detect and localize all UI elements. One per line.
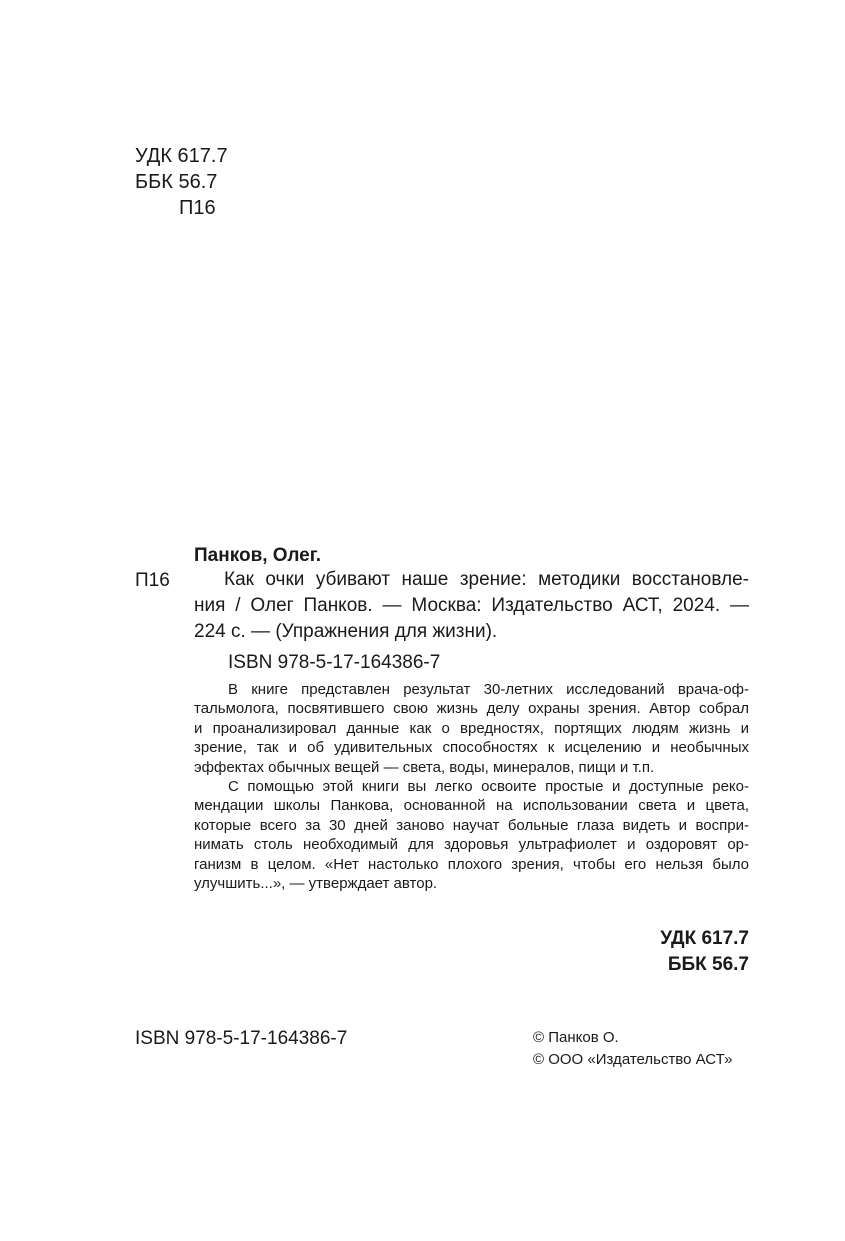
title-line: 224 с. — (Упражнения для жизни). <box>194 621 498 642</box>
annotation-line: зрение, так и об удивительных способностях к исцелению и необычных <box>194 739 749 757</box>
annotation-line: тальмолога, посвятившего свою жизнь делу охраны зрения. Автор собрал <box>194 700 749 718</box>
isbn-footer: ISBN 978-5-17-164386-7 <box>135 1028 348 1049</box>
annotation-line: которые всего за 30 дней заново научат больные глаза видеть и воспри- <box>194 816 749 834</box>
copyright-publisher: © ООО «Издательство АСТ» <box>533 1051 733 1068</box>
annotation-line: мендации школы Панкова, основанной на использовании света и цвета, <box>194 797 749 815</box>
udk-code-bottom: УДК 617.7 <box>660 928 749 949</box>
title-line: Как очки убивают наше зрение: методики восстановле- <box>224 569 749 590</box>
annotation-line: улучшить...», — утверждает автор. <box>194 875 438 893</box>
annotation-line: В книге представлен результат 30-летних исследований врача-оф- <box>228 681 749 698</box>
bibliographic-description <box>194 567 749 645</box>
bbk-code-top: ББК 56.7 <box>135 171 218 193</box>
bbk-code-bottom: ББК 56.7 <box>667 954 749 975</box>
annotation-line: ганизм в целом. «Нет настолько плохого зрения, чтобы его нельзя было <box>194 855 749 873</box>
udk-code-top: УДК 617.7 <box>135 145 228 167</box>
isbn-record: ISBN 978-5-17-164386-7 <box>228 652 441 673</box>
title-line: ния / Олег Панков. — Москва: Издательство АСТ, 2024. — <box>194 595 749 616</box>
annotation-line: эффектах обычных вещей — света, воды, минералов, пищи и т.п. <box>194 758 655 776</box>
copyright-author: © Панков О. <box>533 1029 619 1046</box>
author-sign-side: П16 <box>135 570 170 591</box>
annotation <box>194 680 749 893</box>
author-sign-top: П16 <box>179 197 216 219</box>
annotation-line: С помощью этой книги вы легко освоите простые и доступные реко- <box>228 778 749 796</box>
annotation-line: и проанализировал данные как о вредностях, портящих людям жизнь и <box>194 719 749 737</box>
annotation-line: нимать столь необходимый для здоровья ультрафиолет и оздоровят ор- <box>194 836 749 854</box>
author-name: Панков, Олег. <box>194 545 322 566</box>
